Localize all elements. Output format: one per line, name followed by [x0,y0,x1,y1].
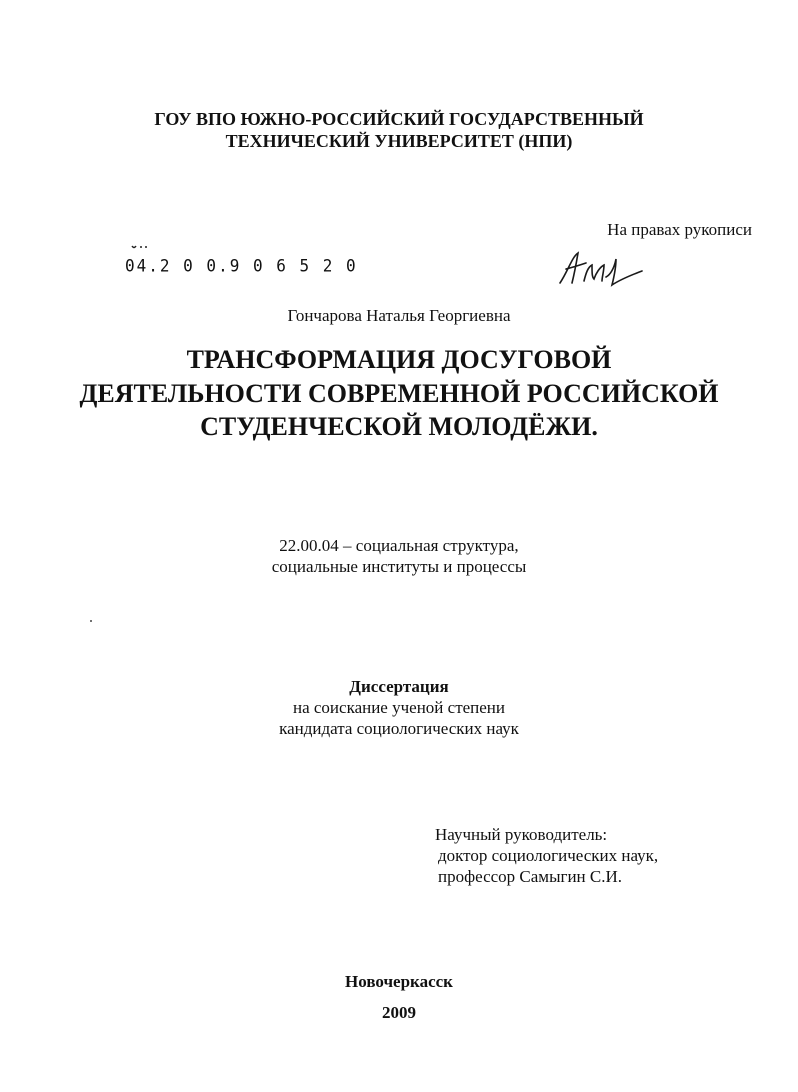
degree-line2: кандидата социологических наук [279,719,519,738]
year: 2009 [382,1003,416,1022]
degree-line1: на соискание ученой степени [292,698,506,717]
supervisor-name: профессор Самыгин С.И. [438,867,623,886]
scan-speck [90,620,92,622]
signature-icon [556,247,646,291]
specialty-code-line1: 22.00.04 – социальная структура, [279,536,519,555]
city-name: Новочеркасск [345,972,453,991]
institution-name-line2: ТЕХНИЧЕСКИЙ УНИВЕРСИТЕТ (НПИ) [225,131,573,151]
document-type-heading: Диссертация [349,677,449,696]
thesis-title-line1: ТРАНСФОРМАЦИЯ ДОСУГОВОЙ [186,345,612,374]
thesis-title-line2: ДЕЯТЕЛЬНОСТИ СОВРЕМЕННОЙ РОССИЙСКОЙ [79,379,719,408]
institution-name-line1: ГОУ ВПО ЮЖНО-РОССИЙСКИЙ ГОСУДАРСТВЕННЫЙ [154,109,644,129]
manuscript-rights-label: На правах рукописи [607,220,752,239]
author-name: Гончарова Наталья Георгиевна [287,306,511,325]
supervisor-degree: доктор социологических наук, [438,846,659,865]
supervisor-label: Научный руководитель: [435,825,608,844]
specialty-code-line2: социальные институты и процессы [271,557,527,576]
thesis-title-line3: СТУДЕНЧЕСКОЙ МОЛОДЁЖИ. [200,412,598,441]
stamp-marks-icon [130,242,150,250]
library-stamp-number: 04.2 0 0.9 0 6 5 2 0 [125,255,358,276]
